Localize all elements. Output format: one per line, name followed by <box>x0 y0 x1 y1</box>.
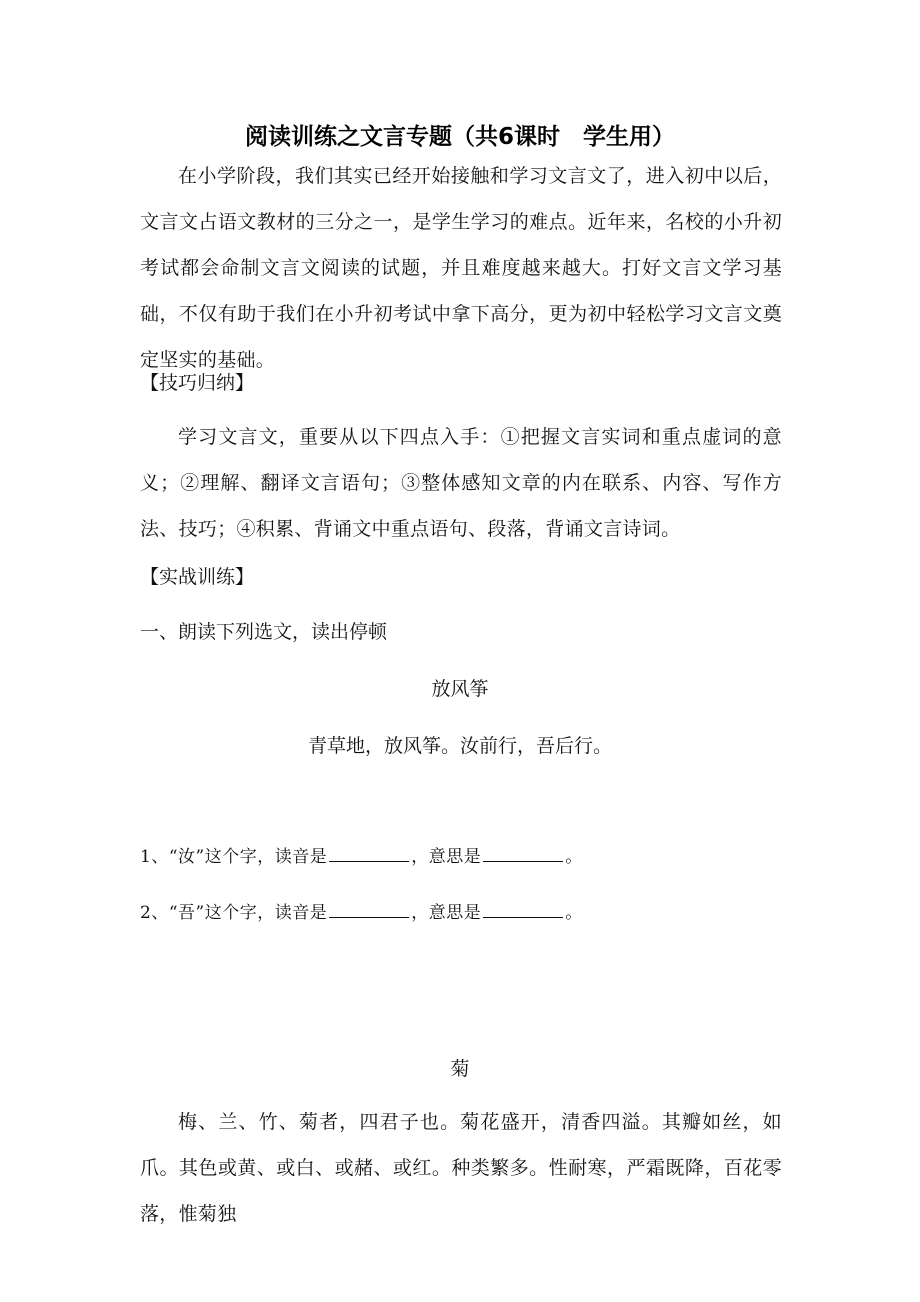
passage1-title: 放风筝 <box>431 678 489 700</box>
question-1-mid: ，意思是 <box>411 847 482 867</box>
question-1-meaning-blank[interactable] <box>483 847 563 862</box>
skills-heading: 【技巧归纳】 <box>140 372 255 394</box>
question-2-end: 。 <box>565 903 583 923</box>
question-2-prefix: 2、“吾”这个字，读音是 <box>140 903 328 923</box>
passage2-title: 菊 <box>450 1058 470 1080</box>
question-1-end: 。 <box>565 847 583 867</box>
page-title: 阅读训练之文言专题（共6课时 学生用） <box>244 124 675 150</box>
practice-heading: 【实战训练】 <box>140 566 255 588</box>
section1-label: 一、朗读下列选文，读出停顿 <box>140 621 388 643</box>
passage1-text: 青草地，放风筝。汝前行，吾后行。 <box>307 735 612 757</box>
intro-paragraph: 在小学阶段，我们其实已经开始接触和学习文言文了，进入初中以后，文言文占语文教材的三分之一，是学生学习的难点。近年来，名校的小升初考试都会命制文言文阅读的试题，并且难度越来越大。打好文言文学习基础，不仅有助于我们在小升初考试中拿下高分，更为初中轻松学习文言文奠定坚实的基础。 <box>140 165 782 371</box>
question-1-pronunciation-blank[interactable] <box>329 847 409 862</box>
question-2-mid: ，意思是 <box>411 903 482 923</box>
skills-paragraph: 学习文言文，重要从以下四点入手：①把握文言实词和重点虚词的意义；②理解、翻译文言语句；③整体感知文章的内在联系、内容、写作方法、技巧；④积累、背诵文中重点语句、段落，背诵文言诗词。 <box>140 426 782 540</box>
question-2 <box>140 898 583 923</box>
question-1 <box>140 842 583 867</box>
question-1-prefix: 1、“汝”这个字，读音是 <box>140 847 328 867</box>
question-2-pronunciation-blank[interactable] <box>329 903 409 918</box>
passage2-text: 梅、兰、竹、菊者，四君子也。菊花盛开，清香四溢。其瓣如丝，如爪。其色或黄、或白、或赭、或红。种类繁多。性耐寒，严霜既降，百花零落，惟菊独 <box>140 1111 782 1225</box>
question-2-meaning-blank[interactable] <box>483 903 563 918</box>
